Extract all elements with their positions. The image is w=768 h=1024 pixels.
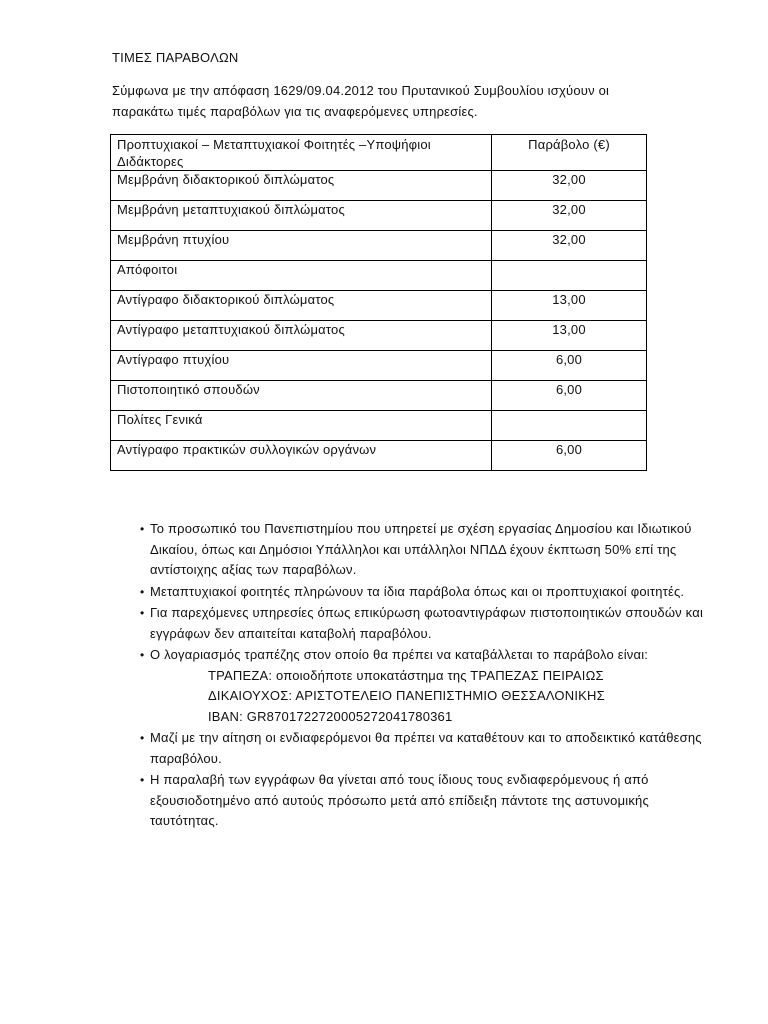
row-value: 32,00	[492, 231, 647, 261]
section-label: Απόφοιτοι	[111, 261, 492, 291]
table-section-row	[111, 261, 647, 291]
list-item	[112, 519, 712, 581]
row-label: Μεμβράνη διδακτορικού διπλώματος	[111, 171, 492, 201]
iban-line: IBAN: GR8701722720005272041780361	[208, 708, 453, 724]
row-value: 32,00	[492, 171, 647, 201]
row-label: Αντίγραφο μεταπτυχιακού διπλώματος	[111, 321, 492, 351]
table-row	[111, 381, 647, 411]
list-item-text: Το προσωπικό του Πανεπιστημίου που υπηρετεί με σχέση εργασίας Δημοσίου και Ιδιωτικού Δικαίου, όπως και Δημόσιοι Υπάλληλοι και υπάλληλοι ΝΠΔΔ έχουν έκπτωση 50% επί της αντίστοιχης αξίας των παραβόλων.	[150, 521, 692, 577]
table-section-row	[111, 411, 647, 441]
section-label: Πολίτες Γενικά	[111, 411, 492, 441]
table-row	[111, 441, 647, 471]
notes-list	[112, 519, 712, 833]
row-label: Πιστοποιητικό σπουδών	[111, 381, 492, 411]
bullet-icon: •	[140, 648, 145, 662]
table-row	[111, 171, 647, 201]
table-row	[111, 351, 647, 381]
list-item-text: Για παρεχόμενες υπηρεσίες όπως επικύρωση φωτοαντιγράφων πιστοποιητικών σπουδών και εγγράφων δεν απαιτείται καταβολή παραβόλου.	[150, 605, 704, 641]
intro-paragraph: Σύμφωνα με την απόφαση 1629/09.04.2012 του Πρυτανικού Συμβουλίου ισχύουν οι παρακάτω τιμές παραβόλων για τις αναφερόμενες υπηρεσίες.	[112, 83, 610, 119]
bullet-icon: •	[140, 773, 145, 787]
row-value: 6,00	[492, 351, 647, 381]
list-item-text: Ο λογαριασμός τραπέζης στον οποίο θα πρέπει να καταβάλλεται το παράβολο είναι:	[150, 647, 649, 662]
table-row	[111, 291, 647, 321]
list-item-text: Μαζί με την αίτηση οι ενδιαφερόμενοι θα πρέπει να καταθέτουν και το αποδεικτικό κατάθεσης παραβόλου.	[150, 730, 702, 766]
row-label: Αντίγραφο διδακτορικού διπλώματος	[111, 291, 492, 321]
row-value	[492, 261, 647, 291]
table-header-row	[111, 135, 647, 171]
table-row	[111, 201, 647, 231]
row-value: 32,00	[492, 201, 647, 231]
list-item	[112, 603, 712, 644]
list-item-text: Μεταπτυχιακοί φοιτητές πληρώνουν τα ίδια παράβολα όπως και οι προπτυχιακοί φοιτητές.	[150, 583, 685, 599]
document-title: ΤΙΜΕΣ ΠΑΡΑΒΟΛΩΝ	[112, 50, 239, 65]
bullet-icon: •	[140, 731, 145, 745]
row-label: Αντίγραφο πρακτικών συλλογικών οργάνων	[111, 441, 492, 471]
row-label: Μεμβράνη μεταπτυχιακού διπλώματος	[111, 201, 492, 231]
header-category-cell: Προπτυχιακοί – Μεταπτυχιακοί Φοιτητές –Υποψήφιοι Διδάκτορες	[111, 135, 492, 171]
row-value: 6,00	[492, 441, 647, 471]
bullet-icon: •	[140, 606, 145, 620]
bullet-icon: •	[140, 584, 145, 599]
row-value: 6,00	[492, 381, 647, 411]
row-value	[492, 411, 647, 441]
header-fee-cell: Παράβολο (€)	[492, 135, 647, 171]
fee-table	[110, 134, 647, 471]
row-label: Μεμβράνη πτυχίου	[111, 231, 492, 261]
list-item-text: Η παραλαβή των εγγράφων θα γίνεται από τους ίδιους τους ενδιαφερόμενους ή από εξουσιοδοτημένο από αυτούς πρόσωπο μετά από επίδειξη πάντοτε της αστυνομικής ταυτότητας.	[150, 772, 649, 828]
list-item	[112, 582, 712, 603]
row-label: Αντίγραφο πτυχίου	[111, 351, 492, 381]
table-row	[111, 231, 647, 261]
list-item	[112, 770, 712, 832]
table-row	[111, 321, 647, 351]
row-value: 13,00	[492, 291, 647, 321]
beneficiary-line: ΔΙΚΑΙΟΥΧΟΣ: ΑΡΙΣΤΟΤΕΛΕΙΟ ΠΑΝΕΠΙΣΤΗΜΙΟ ΘΕΣΣΑΛΟΝΙΚΗΣ	[208, 688, 605, 703]
bullet-icon: •	[140, 522, 145, 536]
list-item	[112, 728, 712, 769]
bank-name-line: ΤΡΑΠΕΖΑ: οποιοδήποτε υποκατάστημα της ΤΡΑΠΕΖΑΣ ΠΕΙΡΑΙΩΣ	[208, 667, 604, 683]
row-value: 13,00	[492, 321, 647, 351]
list-item	[112, 645, 712, 727]
